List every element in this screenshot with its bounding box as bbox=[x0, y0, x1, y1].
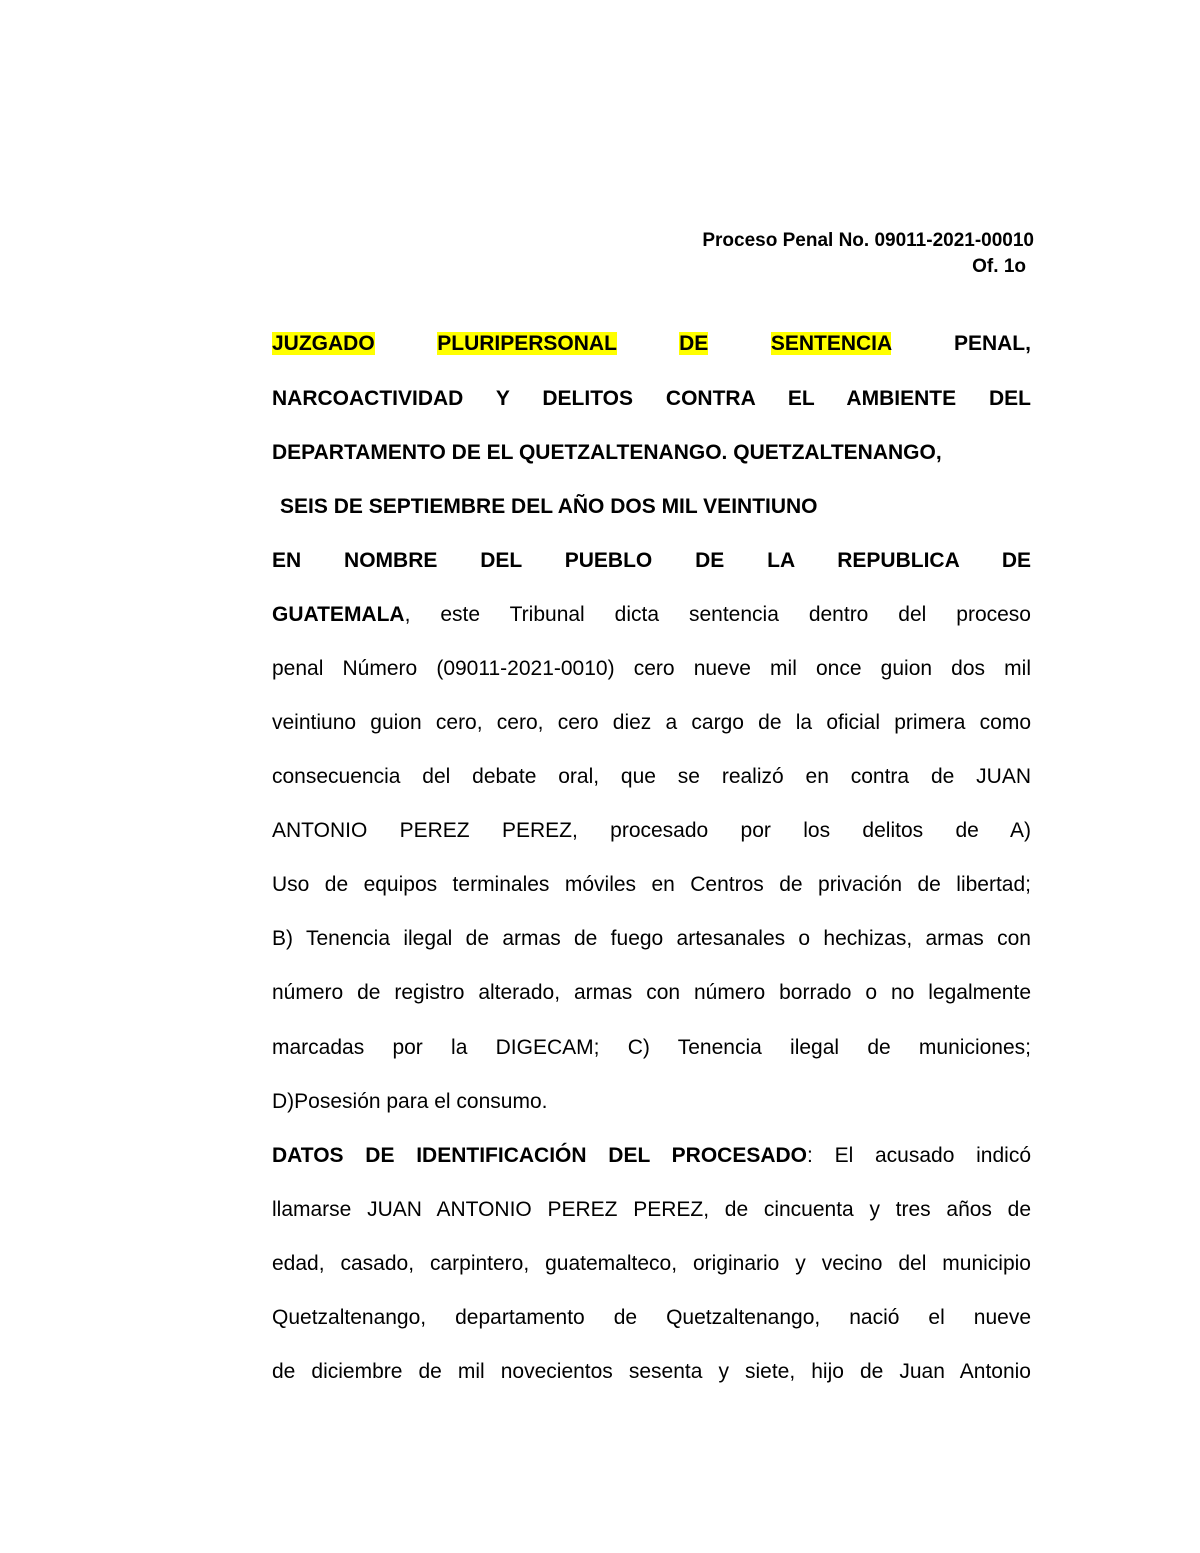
identification-line-1-rest: : El acusado indicó bbox=[807, 1144, 1031, 1167]
court-line-1-rest: PENAL, bbox=[953, 332, 1031, 355]
identification-line-2: llamarse JUAN ANTONIO PEREZ PEREZ, de cincuenta y tres años de bbox=[272, 1198, 1031, 1221]
identification-line-1 bbox=[272, 1141, 1031, 1171]
court-highlight-word: JUZGADO bbox=[272, 332, 375, 355]
identification-heading: DATOS DE IDENTIFICACIÓN DEL PROCESADO bbox=[272, 1144, 807, 1167]
identification-line-4: Quetzaltenango, departamento de Quetzaltenango, nació el nueve bbox=[272, 1306, 1031, 1329]
court-line-3: DEPARTAMENTO DE EL QUETZALTENANGO. QUETZALTENANGO, bbox=[272, 441, 942, 464]
body-line-1: EN NOMBRE DEL PUEBLO DE LA REPUBLICA DE bbox=[272, 549, 1031, 572]
body-line-2 bbox=[272, 600, 1031, 630]
identification-line-5: de diciembre de mil novecientos sesenta y siete, hijo de Juan Antonio bbox=[272, 1360, 1031, 1383]
court-highlight-word: DE bbox=[679, 332, 709, 355]
body-line-3: penal Número (09011-2021-0010) cero nueve mil once guion dos mil bbox=[272, 657, 1031, 680]
case-header bbox=[702, 228, 1034, 280]
court-highlight-word: PLURIPERSONAL bbox=[437, 332, 617, 355]
identification-line-3: edad, casado, carpintero, guatemalteco, originario y vecino del municipio bbox=[272, 1252, 1031, 1275]
case-number: Proceso Penal No. 09011-2021-00010 bbox=[702, 230, 1034, 251]
court-date-line: SEIS DE SEPTIEMBRE DEL AÑO DOS MIL VEINTIUNO bbox=[280, 495, 818, 518]
guatemala-bold: GUATEMALA bbox=[272, 603, 405, 626]
body-line-2-rest: , este Tribunal dicta sentencia dentro del proceso bbox=[404, 603, 1031, 626]
court-highlight-word: SENTENCIA bbox=[770, 332, 892, 355]
body-line-6: ANTONIO PEREZ PEREZ, procesado por los delitos de A) bbox=[272, 819, 1031, 842]
office-number: Of. 1o bbox=[972, 256, 1026, 277]
body-line-5: consecuencia del debate oral, que se realizó en contra de JUAN bbox=[272, 765, 1031, 788]
body-line-7: Uso de equipos terminales móviles en Centros de privación de libertad; bbox=[272, 873, 1031, 896]
body-line-8: B) Tenencia ilegal de armas de fuego artesanales o hechizas, armas con bbox=[272, 927, 1031, 950]
body-line-9: número de registro alterado, armas con número borrado o no legalmente bbox=[272, 981, 1031, 1004]
body-line-4: veintiuno guion cero, cero, cero diez a cargo de la oficial primera como bbox=[272, 711, 1031, 734]
court-line-2: NARCOACTIVIDAD Y DELITOS CONTRA EL AMBIENTE DEL bbox=[272, 387, 1031, 410]
court-line-1 bbox=[272, 329, 1031, 359]
body-line-10: marcadas por la DIGECAM; C) Tenencia ilegal de municiones; bbox=[272, 1036, 1031, 1059]
body-line-11: D)Posesión para el consumo. bbox=[272, 1090, 548, 1113]
